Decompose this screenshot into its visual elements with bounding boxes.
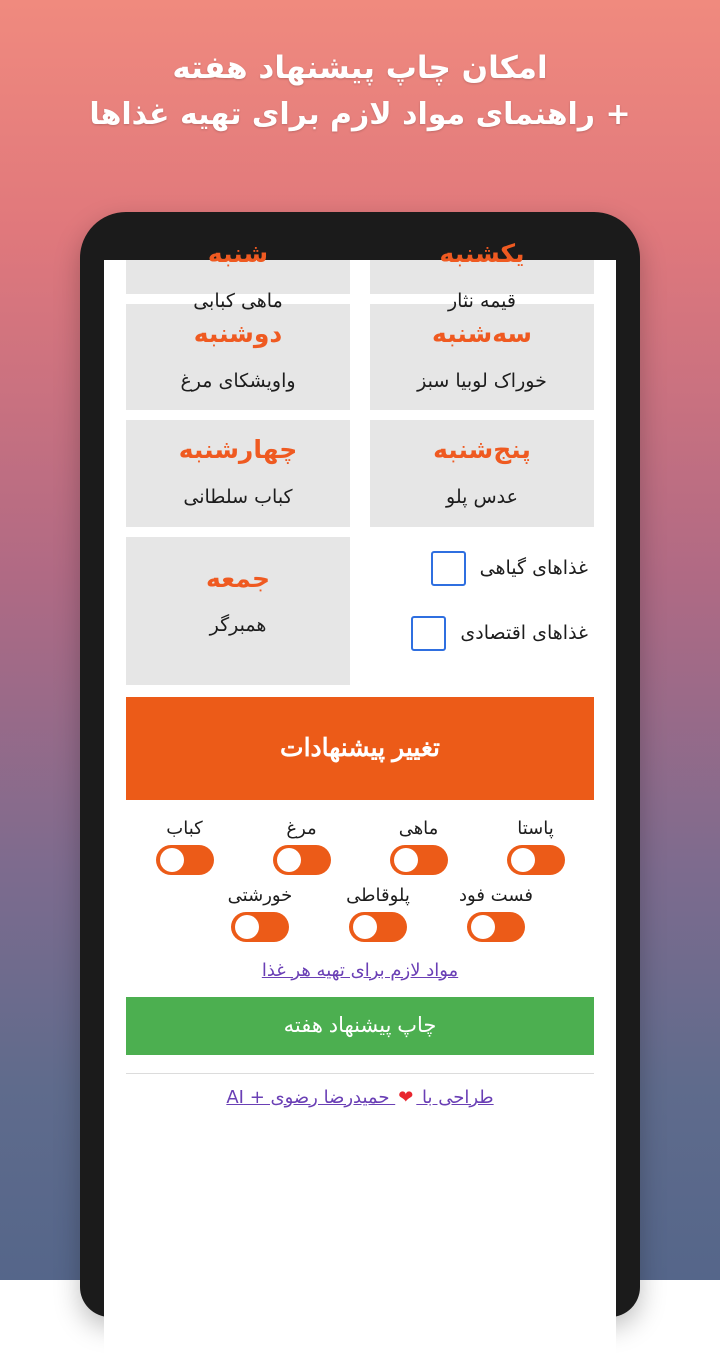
ingredients-link[interactable]: مواد لازم برای تهیه هر غذا [261,959,459,981]
toggle-item-stew[interactable] [208,885,312,946]
toggle-knob [277,848,301,872]
day-card[interactable] [126,304,350,410]
footer-suffix: حمیدرضا رضوی + AI [226,1086,390,1108]
day-card[interactable] [126,239,350,312]
toggle-item-mixedrice[interactable] [326,885,430,946]
toggle-item-pasta[interactable] [484,818,588,879]
toggle-knob [394,848,418,872]
toggle-switch-mixedrice[interactable] [349,912,407,942]
app-content [104,239,616,1108]
phone-screen [104,239,616,1368]
toggle-item-chicken[interactable] [250,818,354,879]
toggle-switch-kebab[interactable] [156,845,214,875]
toggle-label: مرغ [286,817,317,839]
day-meal: ماهی کبابی [193,289,283,312]
checkbox-row-vegetarian[interactable] [370,551,594,586]
toggle-label: ماهی [398,817,439,839]
footer-prefix: طراحی با [422,1086,494,1108]
toggle-knob [235,915,259,939]
day-card[interactable] [126,420,350,526]
toggle-label: پاستا [517,817,554,839]
day-meal: کباب سلطانی [183,485,293,508]
toggle-item-kebab[interactable] [133,818,237,879]
day-meal: عدس پلو [446,485,518,508]
footer-credit[interactable] [126,1074,594,1108]
checkbox-budget[interactable] [411,616,446,651]
toggle-knob [353,915,377,939]
change-suggestions-button[interactable]: تغییر پیشنهادات [126,697,594,800]
toggle-item-fastfood[interactable] [444,885,548,946]
week-grid [126,239,594,537]
toggle-label: کباب [166,817,203,839]
toggle-switch-fish[interactable] [390,845,448,875]
day-meal: همبرگر [209,614,267,637]
headline-line-1: امکان چاپ پیشنهاد هفته [172,50,548,86]
day-card[interactable] [370,304,594,410]
toggle-switch-chicken[interactable] [273,845,331,875]
filters-and-friday-row [126,537,594,685]
toggle-switch-pasta[interactable] [507,845,565,875]
day-meal: خوراک لوبیا سبز [417,369,547,392]
print-week-button[interactable]: چاپ پیشنهاد هفته [126,997,594,1055]
toggle-item-fish[interactable] [367,818,471,879]
toggle-knob [511,848,535,872]
toggle-switch-fastfood[interactable] [467,912,525,942]
filter-checkbox-group [370,537,594,681]
toggle-knob [471,915,495,939]
day-name: دوشنبه [193,319,283,348]
checkbox-label: غذاهای اقتصادی [460,622,588,645]
heart-icon: ❤ [398,1086,414,1108]
toggle-label: خورشتی [227,884,293,906]
category-toggles [126,818,594,946]
phone-frame [80,212,640,1317]
day-card[interactable] [370,239,594,312]
day-name: چهارشنبه [178,435,298,465]
toggle-row-1 [126,818,594,879]
promo-headline [0,44,720,139]
day-meal: قیمه نثار [447,289,516,312]
toggle-switch-stew[interactable] [231,912,289,942]
checkbox-label: غذاهای گیاهی [479,557,588,580]
toggle-row-2 [126,885,594,946]
toggle-knob [160,848,184,872]
day-name: سه‌شنبه [432,319,532,348]
toggle-label: فست فود [459,884,533,906]
checkbox-vegetarian[interactable] [431,551,466,586]
day-card-friday[interactable] [126,537,350,685]
day-name: جمعه [205,563,271,593]
day-meal: واویشکای مرغ [180,369,296,392]
headline-line-2: + راهنمای مواد لازم برای تهیه غذاها [89,97,631,133]
day-name: پنج‌شنبه [433,435,531,465]
toggle-label: پلوقاطی [346,884,410,906]
day-name: یکشنبه [439,239,525,268]
day-card[interactable] [370,420,594,526]
checkbox-row-budget[interactable] [370,616,594,651]
day-name: شنبه [207,239,269,268]
